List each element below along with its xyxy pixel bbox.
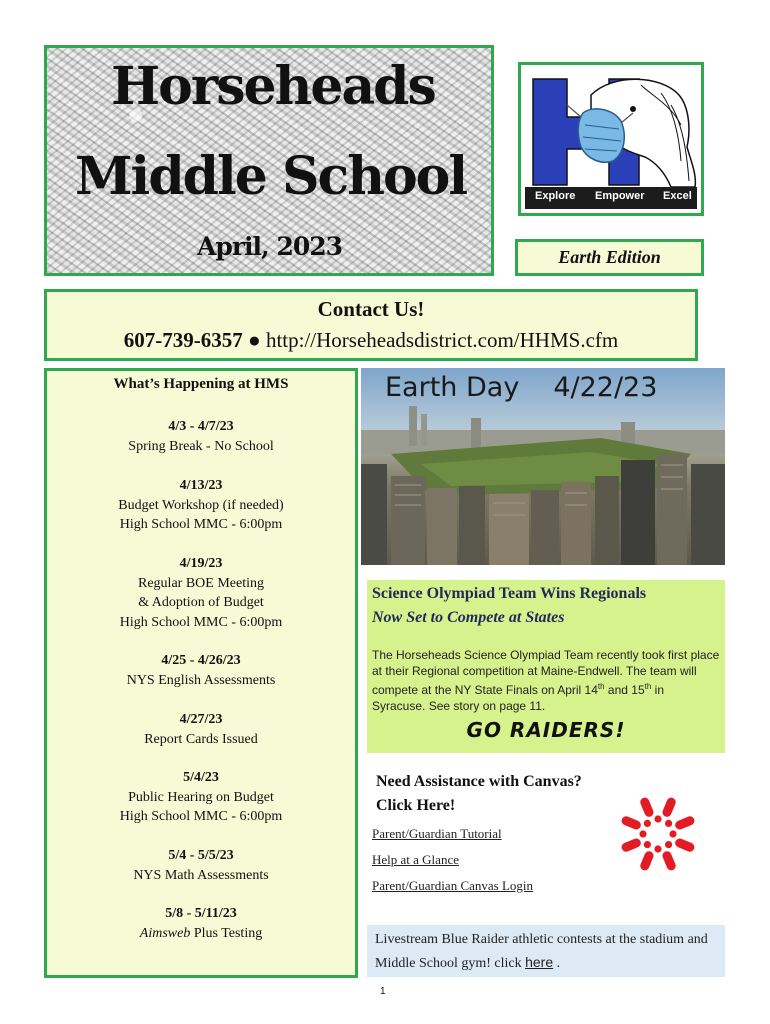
canvas-logo-dot: [665, 841, 672, 848]
event-line: & Adoption of Budget: [138, 595, 264, 610]
contact-url[interactable]: http://Horseheadsdistrict.com/HHMS.cfm: [265, 328, 619, 352]
olympiad-body: [372, 648, 720, 714]
canvas-login-link[interactable]: Parent/Guardian Canvas Login: [372, 878, 534, 893]
logo-word-explore: Explore: [535, 190, 576, 202]
event-date: 5/8 - 5/11/23: [165, 906, 237, 921]
olympiad-subheading: Now Set to Compete at States: [372, 609, 565, 626]
event-item: [47, 710, 355, 749]
event-date: 4/27/23: [179, 712, 223, 727]
canvas-logo-bar: [639, 797, 655, 818]
canvas-logo-dot: [669, 830, 676, 837]
event-item: [47, 554, 355, 632]
event-date: 4/3 - 4/7/23: [168, 419, 234, 434]
canvas-logo-bar: [639, 850, 655, 871]
olympiad-heading: Science Olympiad Team Wins Regionals: [372, 585, 647, 602]
event-line: NYS Math Assessments: [133, 867, 269, 883]
olympiad-article: [367, 580, 725, 753]
edition-label: Earth Edition: [515, 239, 704, 276]
bullet-separator: ●: [248, 328, 261, 352]
logo-motto-band: [525, 187, 697, 209]
canvas-logo-icon[interactable]: [621, 797, 695, 871]
livestream-copy: Livestream Blue Raider athletic contests at the stadium and Middle School gym! click: [375, 932, 708, 971]
event-item: [47, 476, 355, 535]
canvas-logo-dot: [644, 820, 651, 827]
canvas-logo-dot: [654, 815, 661, 822]
event-date: 4/19/23: [179, 556, 223, 571]
livestream-here-link[interactable]: here: [525, 954, 554, 970]
event-line: [47, 924, 355, 944]
event-italic-text: Aimsweb: [139, 925, 191, 941]
olympiad-text: in Syracuse. See story on page 11.: [372, 683, 664, 713]
event-date: 5/4/23: [183, 770, 219, 785]
school-name-line1: Horseheads: [111, 56, 435, 117]
olympiad-text: The Horseheads Science Olympiad Team recently took first place at their Regional competition at Maine-Endwell. The team will compete at the NY State Finals on April 14: [372, 648, 720, 697]
logo-word-excel: Excel: [663, 190, 692, 202]
go-raiders-cheer: GO RAIDERS!: [466, 718, 626, 742]
canvas-heading: Need Assistance with Canvas?: [376, 773, 582, 790]
earth-day-date: 4/22/23: [553, 372, 658, 403]
earth-day-label: Earth Day: [385, 372, 520, 403]
olympiad-sup: th: [644, 682, 652, 691]
event-item: [47, 651, 355, 690]
event-line: High School MMC - 6:00pm: [119, 614, 283, 630]
olympiad-text: and 15: [604, 683, 645, 697]
event-item: [47, 768, 355, 827]
event-line: Spring Break - No School: [128, 438, 274, 454]
event-line: Budget Workshop (if needed): [118, 497, 284, 513]
contact-box: [44, 289, 698, 361]
canvas-logo-bar: [621, 837, 642, 853]
contact-line: [47, 328, 695, 353]
event-date: 4/13/23: [179, 478, 223, 493]
canvas-logo-dot: [639, 830, 646, 837]
masthead-box: [44, 45, 494, 276]
school-logo: [518, 62, 704, 216]
event-text: Plus Testing: [190, 925, 263, 941]
events-heading: What’s Happening at HMS: [113, 376, 289, 392]
event-line: NYS English Assessments: [126, 672, 276, 688]
canvas-tutorial-link[interactable]: Parent/Guardian Tutorial: [372, 826, 502, 841]
page-number: 1: [380, 986, 386, 997]
livestream-box: [367, 925, 725, 977]
event-date: 4/25 - 4/26/23: [161, 653, 241, 668]
contact-phone: 607-739-6357: [123, 328, 243, 352]
event-item: [47, 417, 355, 456]
olympiad-sup: th: [597, 682, 605, 691]
canvas-logo-dot: [644, 841, 651, 848]
event-line: High School MMC - 6:00pm: [119, 517, 283, 532]
livestream-end: .: [553, 956, 561, 971]
canvas-logo-dot: [654, 845, 661, 852]
event-line: Public Hearing on Budget: [128, 789, 274, 805]
event-item: [47, 846, 355, 885]
earth-day-title: [385, 372, 657, 403]
canvas-help-link[interactable]: Help at a Glance: [372, 852, 459, 867]
event-line: Report Cards Issued: [144, 731, 258, 747]
canvas-logo-bar: [661, 850, 677, 871]
issue-date: April, 2023: [197, 232, 343, 261]
event-item: [47, 904, 355, 943]
event-line: High School MMC - 6:00pm: [119, 809, 283, 824]
canvas-logo-bar: [621, 815, 642, 831]
event-date: 5/4 - 5/5/23: [168, 848, 234, 863]
events-sidebar: [44, 368, 358, 978]
logo-word-empower: Empower: [595, 190, 645, 202]
livestream-text: [375, 929, 719, 975]
earth-day-image: [361, 368, 725, 565]
canvas-logo-dot: [665, 820, 672, 827]
contact-title: Contact Us!: [317, 297, 425, 321]
school-name-line2: Middle School: [75, 146, 467, 207]
canvas-click-here[interactable]: Click Here!: [376, 797, 456, 814]
event-line: Regular BOE Meeting: [138, 575, 264, 591]
